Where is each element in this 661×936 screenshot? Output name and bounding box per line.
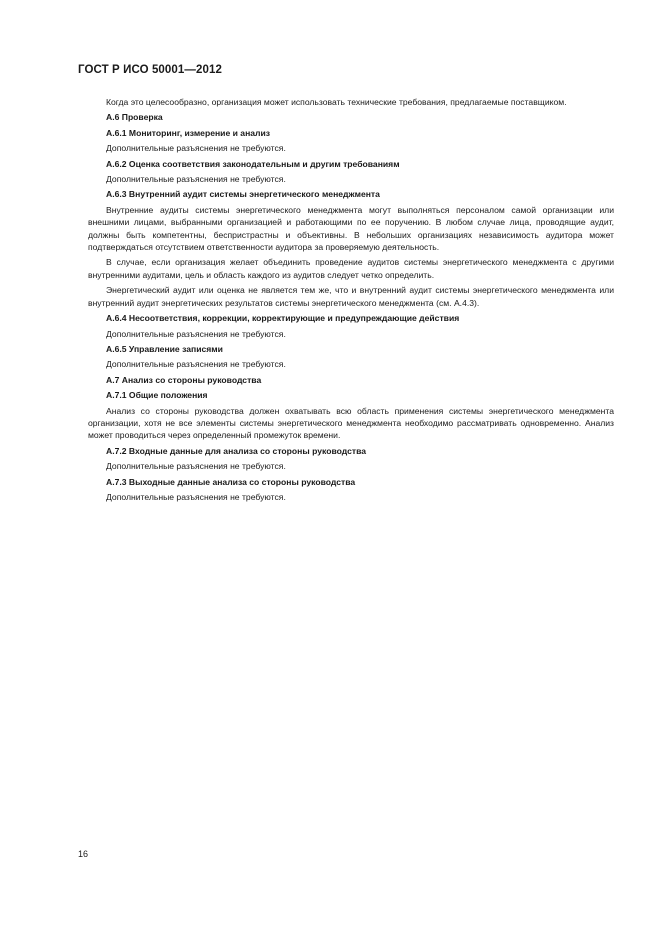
heading-a6-2: А.6.2 Оценка соответствия законодательным и другим требованиям — [106, 158, 400, 169]
paragraph-management-review: Анализ со стороны руководства должен охватывать всю область применения системы энергетического менеджмента организации, хотя не все элементы системы энергетического менеджмента необходимо рассматривать одновременно. Анализ может проводиться через определенный промежуток времени. — [88, 405, 614, 441]
paragraph-no-clarification: Дополнительные разъяснения не требуются. — [106, 328, 286, 339]
heading-a7: А.7 Анализ со стороны руководства — [106, 374, 262, 385]
heading-a7-1: А.7.1 Общие положения — [106, 390, 208, 401]
heading-a6-4: А.6.4 Несоответствия, коррекции, корректирующие и предупреждающие действия — [106, 313, 460, 324]
paragraph-no-clarification: Дополнительные разъяснения не требуются. — [106, 174, 286, 185]
paragraph-combined-audits: В случае, если организация желает объединить проведение аудитов системы энергетического менеджмента с другими внутренними аудитами, цель и область каждого из аудитов следует четко определить. — [88, 257, 614, 280]
paragraph-energy-audit: Энергетический аудит или оценка не является тем же, что и внутренний аудит системы энергетического менеджмента или внутренний аудит энергетических результатов системы энергетического менеджмента (см. А.4.3). — [88, 285, 614, 308]
heading-a6-1: А.6.1 Мониторинг, измерение и анализ — [106, 127, 271, 138]
heading-a7-3: А.7.3 Выходные данные анализа со стороны руководства — [106, 476, 356, 487]
heading-a6-5: А.6.5 Управление записями — [106, 343, 223, 354]
heading-a7-2: А.7.2 Входные данные для анализа со стороны руководства — [106, 445, 367, 456]
heading-a6: А.6 Проверка — [106, 112, 163, 123]
paragraph-no-clarification: Дополнительные разъяснения не требуются. — [106, 143, 286, 154]
heading-a6-3: А.6.3 Внутренний аудит системы энергетического менеджмента — [106, 189, 380, 200]
document-body — [88, 96, 614, 506]
paragraph-no-clarification: Дополнительные разъяснения не требуются. — [106, 359, 286, 370]
paragraph-internal-audits: Внутренние аудиты системы энергетического менеджмента могут выполняться персоналом самой организации или внешними лицами, выбранными организацией и работающими по ее поручению. В любом случае лица, проводящие аудит, должны быть компетентны, беспристрастны и объективны. В небольших организациях независимость аудитора может подтверждаться отсутствием ответственности аудитора за проверяемую деятельность. — [88, 204, 614, 253]
page-number: 16 — [78, 849, 89, 859]
paragraph-no-clarification: Дополнительные разъяснения не требуются. — [106, 461, 286, 472]
paragraph-supplier-specs: Когда это целесообразно, организация может использовать технические требования, предлагаемые поставщиком. — [106, 97, 567, 107]
document-header: ГОСТ Р ИСО 50001—2012 — [78, 64, 223, 76]
paragraph-no-clarification: Дополнительные разъяснения не требуются. — [106, 491, 286, 502]
